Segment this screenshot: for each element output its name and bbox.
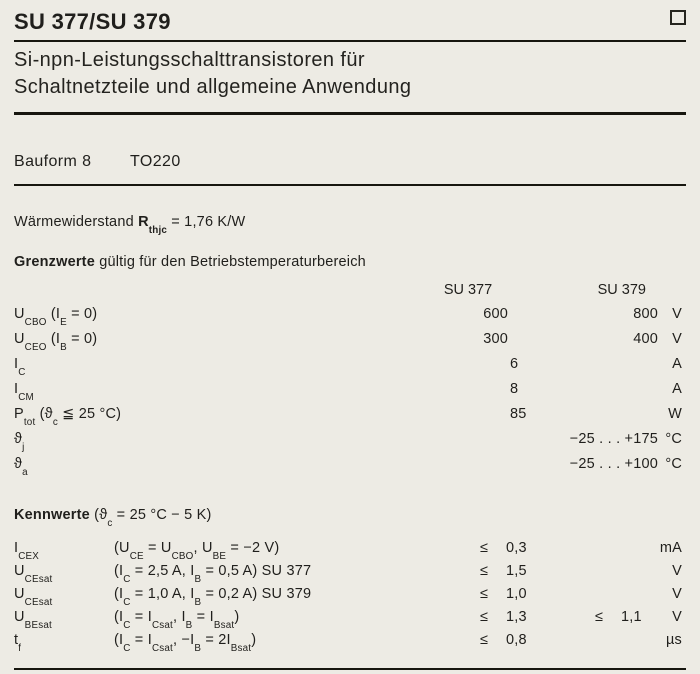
characteristic-unit: V <box>672 609 682 625</box>
characteristic-limit-1 <box>466 583 563 606</box>
limit-value-shared: 6 <box>510 356 519 372</box>
characteristic-condition: ($I_C = 2,5$ A, $I_B = 0,5$ A) SU 377 <box>114 563 312 585</box>
limit-value-shared <box>508 302 538 327</box>
limit-value: 1,3 <box>506 609 527 625</box>
characteristic-limit-2 <box>563 560 658 583</box>
limit-value: 0,8 <box>506 632 527 648</box>
limits-row <box>14 377 686 402</box>
characteristics-heading-rest: ($ϑ_c = 25$ °C − 5 K) <box>89 507 212 529</box>
limit-value: 0,3 <box>506 540 527 556</box>
subtitle-line-2: Schaltnetzteile und allgemeine Anwendung <box>14 76 412 98</box>
characteristic-symbol: $I_{CEX}$ <box>14 540 40 562</box>
characteristics-heading-bold: Kennwerte <box>14 507 90 523</box>
limit-unit: V <box>672 306 682 322</box>
column-header-su379: SU 379 <box>597 282 646 298</box>
limit-value-su379: −25 . . . +100 <box>569 456 658 472</box>
characteristic-symbol: $U_{CEsat}$ <box>14 563 53 585</box>
characteristic-symbol: $U_{BEsat}$ <box>14 609 52 631</box>
limit-value-su379 <box>538 377 658 402</box>
relation-sign: ≤ <box>480 632 489 648</box>
limit-value-shared <box>508 452 538 477</box>
characteristic-condition: ($U_{CE} = U_{CBO}$, $U_{BE} = -2$ V) <box>114 540 280 562</box>
limit-symbol: $I_C$ <box>14 356 26 378</box>
limit-value-su379: −25 . . . +175 <box>569 431 658 447</box>
relation-sign: ≤ <box>480 563 489 579</box>
characteristic-limit-1 <box>466 629 563 652</box>
limits-row <box>14 452 686 477</box>
limit-value: 1,1 <box>621 609 642 625</box>
limit-value-shared: 8 <box>510 381 519 397</box>
divider-under-package <box>14 184 686 186</box>
corner-square-icon <box>670 10 686 25</box>
characteristics-row <box>14 606 686 629</box>
relation-sign: ≤ <box>480 540 489 556</box>
limit-unit: V <box>672 331 682 347</box>
limit-symbol: $I_{CM}$ <box>14 381 34 403</box>
relation-sign: ≤ <box>480 609 489 625</box>
characteristic-limit-2 <box>563 629 658 652</box>
limit-value: 1,0 <box>506 586 527 602</box>
limit-value-su377 <box>428 402 508 427</box>
column-header-su377: SU 377 <box>443 282 493 298</box>
characteristic-symbol: $t_f$ <box>14 632 22 654</box>
characteristics-row <box>14 537 686 560</box>
limit-value-shared <box>508 427 538 452</box>
characteristic-unit: V <box>672 586 682 602</box>
relation-sign: ≤ <box>595 609 604 625</box>
characteristics-row <box>14 560 686 583</box>
limits-table <box>14 302 686 477</box>
characteristic-condition: ($I_C = 1,0$ A, $I_B = 0,2$ A) SU 379 <box>114 586 312 608</box>
package-label: Bauform 8 <box>14 153 92 170</box>
characteristic-limit-2 <box>563 606 658 629</box>
characteristic-condition: ($I_C = I_{Csat}$, $-I_B = 2I_{Bsat}$) <box>114 632 257 654</box>
characteristic-limit-2 <box>563 583 658 606</box>
characteristics-table <box>14 537 686 652</box>
characteristic-symbol: $U_{CEsat}$ <box>14 586 53 608</box>
limit-value-su379 <box>538 352 658 377</box>
page-title: SU 377/SU 379 <box>14 9 171 34</box>
characteristic-unit: mA <box>659 540 682 556</box>
limit-value-su377 <box>428 377 508 402</box>
limit-unit: W <box>668 406 682 422</box>
limits-row <box>14 427 686 452</box>
limit-unit: A <box>672 381 682 397</box>
limit-value-su377: 600 <box>483 306 508 322</box>
limit-value-su377 <box>428 427 508 452</box>
package-line <box>14 153 686 171</box>
limit-value-su379: 800 <box>633 306 658 322</box>
limit-unit: °C <box>665 431 682 447</box>
package-value: TO220 <box>130 153 181 170</box>
limit-unit: °C <box>665 456 682 472</box>
limits-row <box>14 302 686 327</box>
limit-value-su377: 300 <box>483 331 508 347</box>
divider-under-title <box>14 40 686 42</box>
relation-sign: ≤ <box>480 586 489 602</box>
characteristics-heading <box>14 507 686 529</box>
thermal-post: = 1,76 K/W <box>167 214 246 230</box>
limit-symbol: $ϑ_j$ <box>14 431 25 453</box>
limits-heading-bold: Grenzwerte <box>14 254 95 270</box>
subtitle-line-1: Si-npn-Leistungsschalttransistoren für <box>14 49 365 71</box>
limit-value-shared: 85 <box>510 406 527 422</box>
limit-value-su377 <box>428 452 508 477</box>
characteristics-row <box>14 583 686 606</box>
limits-heading-rest: gültig für den Betriebstemperaturbereich <box>94 254 366 270</box>
characteristic-unit: V <box>672 563 682 579</box>
limit-symbol: $P_{tot}$ ($ϑ_c$ ≦ 25 °C) <box>14 406 122 428</box>
limit-symbol: $U_{CEO}$ $(I_B = 0)$ <box>14 331 98 353</box>
page-subtitle <box>14 47 686 101</box>
limit-value-su379: 400 <box>633 331 658 347</box>
characteristic-condition: ($I_C = I_{Csat}$, $I_B = I_{Bsat}$) <box>114 609 240 631</box>
limit-symbol: $ϑ_a$ <box>14 456 28 478</box>
characteristic-limit-1 <box>466 537 563 560</box>
limit-value-su379 <box>538 402 658 427</box>
limits-row <box>14 327 686 352</box>
limit-symbol: $U_{CBO}$ $(I_E = 0)$ <box>14 306 98 328</box>
characteristic-limit-1 <box>466 560 563 583</box>
limits-column-headers <box>14 280 686 300</box>
thermal-pre: Wärmewiderstand <box>14 214 139 230</box>
characteristic-limit-1 <box>466 606 563 629</box>
characteristic-unit: µs <box>665 632 682 648</box>
divider-bottom <box>14 668 686 670</box>
characteristics-row <box>14 629 686 652</box>
limits-heading <box>14 254 686 270</box>
thermal-symbol: $R_{thjc}$ <box>138 214 168 236</box>
limits-row <box>14 402 686 427</box>
limit-value: 1,5 <box>506 563 527 579</box>
thermal-resistance-line <box>14 214 686 236</box>
limit-value-su377 <box>428 352 508 377</box>
limit-unit: A <box>672 356 682 372</box>
characteristic-limit-2 <box>563 537 658 560</box>
divider-under-subtitle <box>14 112 686 115</box>
limits-row <box>14 352 686 377</box>
limit-value-shared <box>508 327 538 352</box>
